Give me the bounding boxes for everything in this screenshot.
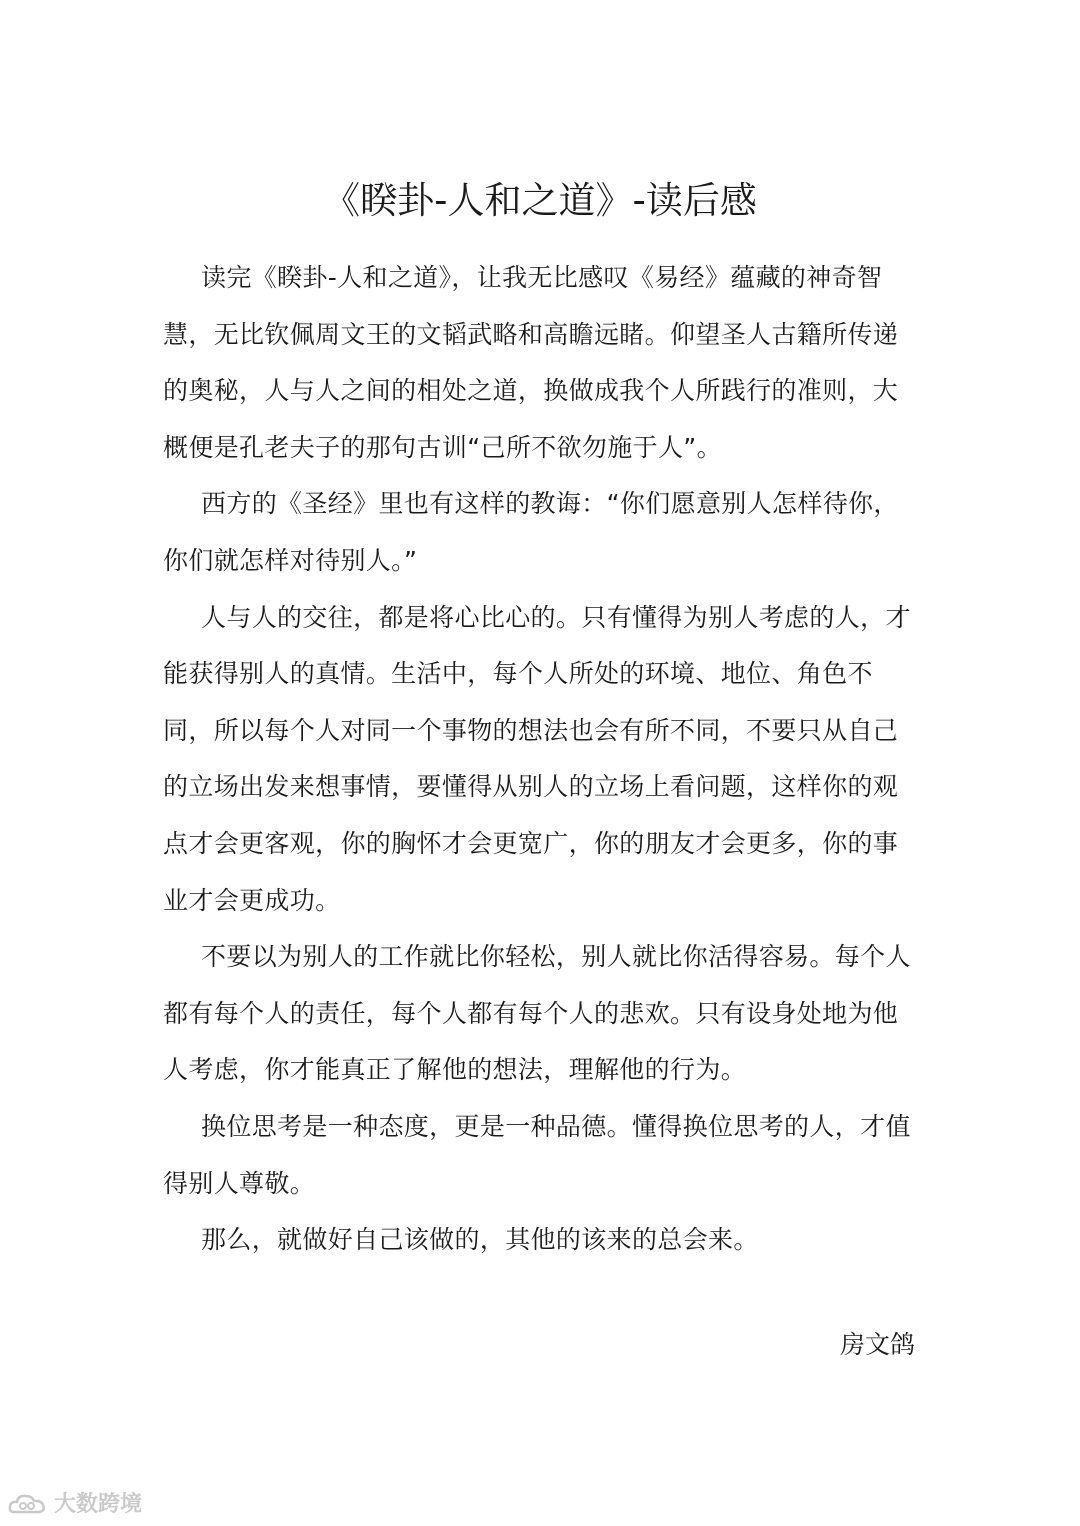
paragraph-1: 读完《睽卦-人和之道》，让我无比感叹《易经》蕴藏的神奇智慧，无比钦佩周文王的文韬武略和高瞻远睹。仰望圣人古籍所传递的奥秘，人与人之间的相处之道，换做成我个人所践行的准则，大概便是孔老夫子的那句古训“己所不欲勿施于人”。 <box>163 263 899 462</box>
watermark-text: 大数跨境 <box>54 1492 143 1517</box>
author-signature: 房文鸽 <box>839 1330 915 1359</box>
paragraph-6: 那么，就做好自己该做的，其他的该来的总会来。 <box>201 1225 759 1255</box>
paragraph-5: 换位思考是一种态度，更是一种品德。懂得换位思考的人，才值得别人尊敬。 <box>163 1111 911 1198</box>
paragraph-4: 不要以为别人的工作就比你轻松，别人就比你活得容易。每个人都有每个人的责任，每个人都有每个人的悲欢。只有设身处地为他人考虑，你才能真正了解他的想法，理解他的行为。 <box>163 942 911 1085</box>
document-body <box>163 250 915 1269</box>
watermark <box>8 1490 142 1520</box>
cloud-logo-icon <box>8 1492 48 1518</box>
paragraph-3: 人与人的交往，都是将心比心的。只有懂得为别人考虑的人，才能获得别人的真情。生活中，每个人所处的环境、地位、角色不同，所以每个人对同一个事物的想法也会有所不同，不要只从自己的立场出发来想事情，要懂得从别人的立场上看问题，这样你的观点才会更客观，你的胸怀才会更宽广，你的朋友才会更多，你的事业才会更成功。 <box>163 602 911 915</box>
paragraph-2: 西方的《圣经》里也有这样的教诲：“你们愿意别人怎样待你，你们就怎样对待别人。” <box>163 489 899 575</box>
document-title: 《睽卦-人和之道》-读后感 <box>323 179 757 222</box>
